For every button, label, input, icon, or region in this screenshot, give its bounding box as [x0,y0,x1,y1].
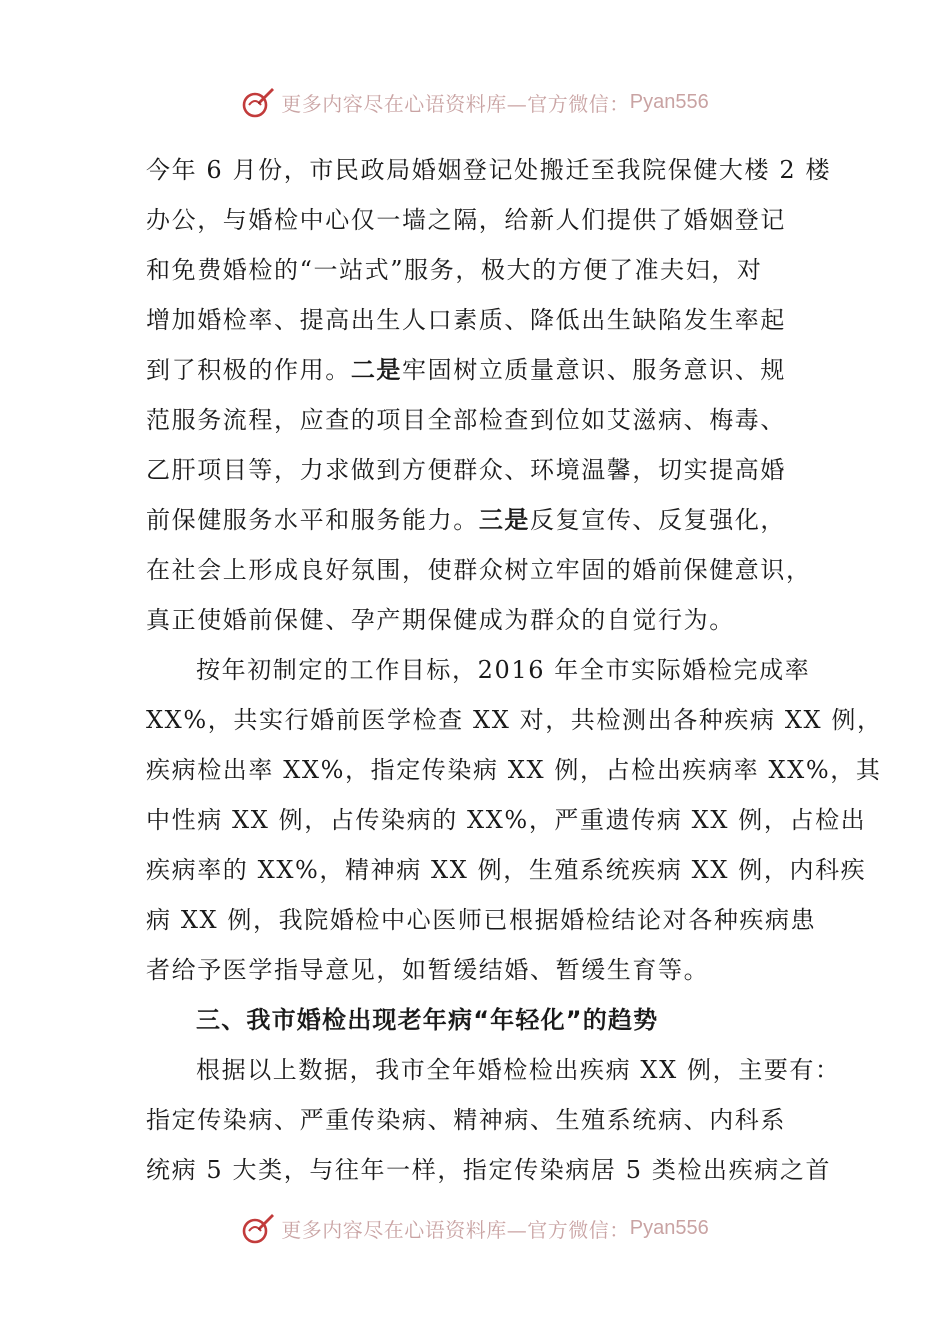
section-heading: 三、我市婚检出现老年病“年轻化”的趋势 [196,1006,659,1034]
text-line: 病 XX 例，我院婚检中心医师已根据婚检结论对各种疾病患 [146,906,817,934]
text-segment: 牢固树立质量意识、服务意识、规 [402,356,787,384]
watermark-text: 更多内容尽在心语资料库—官方微信： [281,91,630,116]
text-line: 真正使婚前保健、孕产期保健成为群众的自觉行为。 [146,606,735,634]
text-line: 指定传染病、严重传染病、精神病、生殖系统病、内科系 [146,1106,786,1134]
text-line: 疾病检出率 XX%，指定传染病 XX 例，占检出疾病率 XX%，其 [146,756,882,784]
watermark-banner-top [0,82,950,122]
text-segment: 反复宣传、反复强化， [530,506,787,534]
text-line: 乙肝项目等，力求做到方便群众、环境温馨，切实提高婚 [146,456,786,484]
text-line: 增加婚检率、提高出生人口素质、降低出生缺陷发生率起 [146,306,786,334]
paragraph-start-line: 根据以上数据，我市全年婚检检出疾病 XX 例，主要有： [196,1056,841,1084]
watermark-banner-bottom [0,1208,950,1248]
watermark-text: 更多内容尽在心语资料库—官方微信： [281,1217,630,1242]
text-line [146,345,806,395]
text-line [146,495,806,545]
text-line: 统病 5 大类，与往年一样，指定传染病居 5 类检出疾病之首 [146,1156,832,1184]
paragraph-start-line: 按年初制定的工作目标，2016 年全市实际婚检完成率 [196,656,811,684]
pen-logo-icon [241,1211,275,1245]
pen-logo-icon [241,85,275,119]
text-line: 和免费婚检的“一站式”服务，极大的方便了准夫妇，对 [146,256,763,284]
watermark-wechat-id: Pyan556 [629,90,709,113]
text-line: 今年 6 月份，市民政局婚姻登记处搬迁至我院保健大楼 2 楼 [146,156,832,184]
text-line: XX%，共实行婚前医学检查 XX 对，共检测出各种疾病 XX 例， [146,706,883,734]
text-line: 者给予医学指导意见，如暂缓结婚、暂缓生育等。 [146,956,710,984]
text-line: 中性病 XX 例，占传染病的 XX%，严重遗传病 XX 例，占检出 [146,806,867,834]
watermark-wechat-id: Pyan556 [629,1216,709,1239]
text-segment: 前保健服务水平和服务能力。 [146,506,479,534]
bold-marker: 二是 [350,356,403,384]
document-body [146,145,883,1195]
text-line: 疾病率的 XX%，精神病 XX 例，生殖系统疾病 XX 例，内科疾 [146,856,867,884]
text-line: 办公，与婚检中心仅一墙之隔，给新人们提供了婚姻登记 [146,206,786,234]
text-line: 范服务流程，应查的项目全部检查到位如艾滋病、梅毒、 [146,406,786,434]
text-line: 在社会上形成良好氛围，使群众树立牢固的婚前保健意识， [146,556,812,584]
bold-marker: 三是 [478,506,531,534]
text-segment: 到了积极的作用。 [146,356,351,384]
